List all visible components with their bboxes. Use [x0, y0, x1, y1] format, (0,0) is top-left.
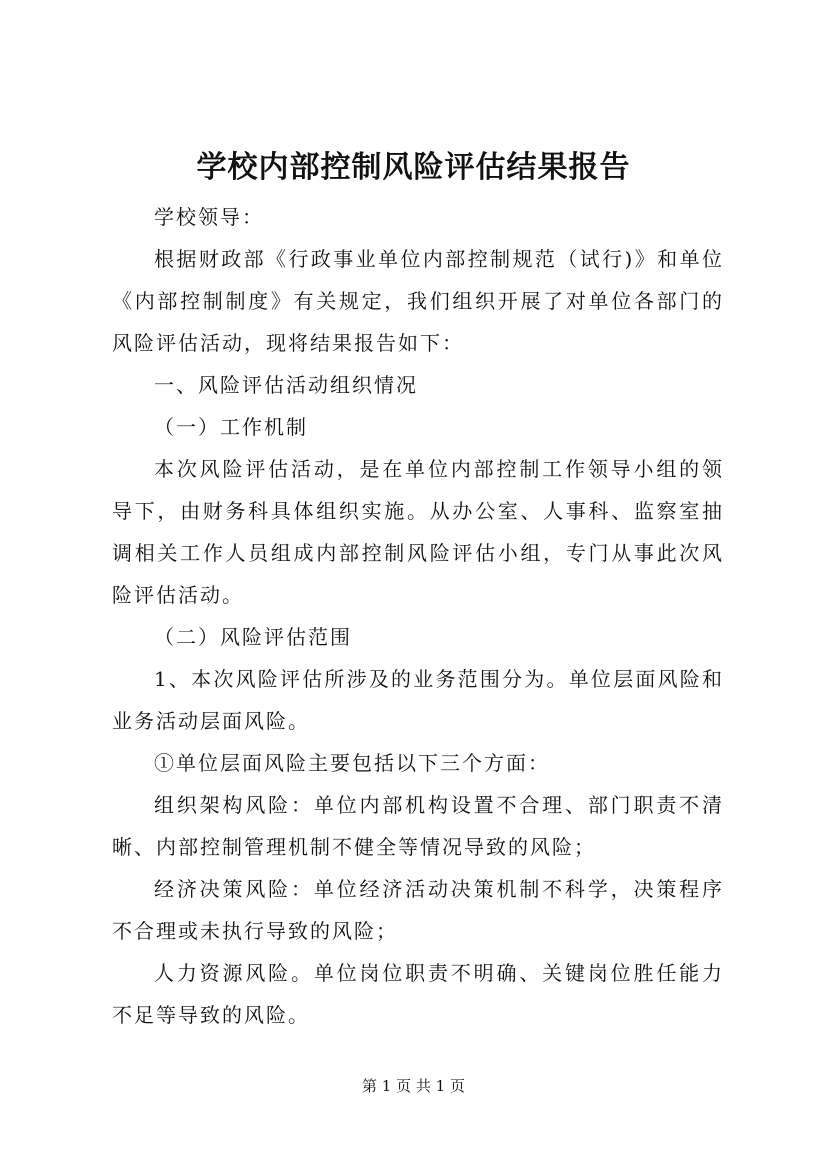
scope-paragraph: 1、本次风险评估所涉及的业务范围分为。单位层面风险和业务活动层面风险。: [112, 667, 724, 733]
intro-paragraph: 根据财政部《行政事业单位内部控制规范（试行)》和单位《内部控制制度》有关规定，我们组织开展了对单位各部门的风险评估活动，现将结果报告如下：: [112, 247, 724, 355]
work-mechanism-paragraph: 本次风险评估活动，是在单位内部控制工作领导小组的领导下，由财务科具体组织实施。从办公室、人事科、监察室抽调相关工作人员组成内部控制风险评估小组，专门从事此次风险评估活动。: [112, 457, 724, 607]
salutation: 学校领导：: [154, 205, 264, 229]
org-structure-risk-paragraph: 组织架构风险：单位内部机构设置不合理、部门职责不清晰、内部控制管理机制不健全等情况导致的风险；: [112, 793, 724, 859]
subsection-heading-1: （一）工作机制: [154, 415, 308, 439]
page-footer: 第 1 页 共 1 页: [362, 1077, 465, 1095]
subsection-heading-2: （二）风险评估范围: [154, 625, 352, 649]
human-resource-risk-paragraph: 人力资源风险。单位岗位职责不明确、关键岗位胜任能力不足等导致的风险。: [112, 961, 724, 1027]
section-heading-1: 一、风险评估活动组织情况: [154, 373, 418, 397]
document-body: [112, 196, 724, 1036]
unit-risk-heading: ①单位层面风险主要包括以下三个方面：: [154, 751, 550, 775]
economic-decision-risk-paragraph: 经济决策风险：单位经济活动决策机制不科学，决策程序不合理或未执行导致的风险；: [112, 877, 724, 943]
document-title: 学校内部控制风险评估结果报告: [196, 150, 631, 185]
